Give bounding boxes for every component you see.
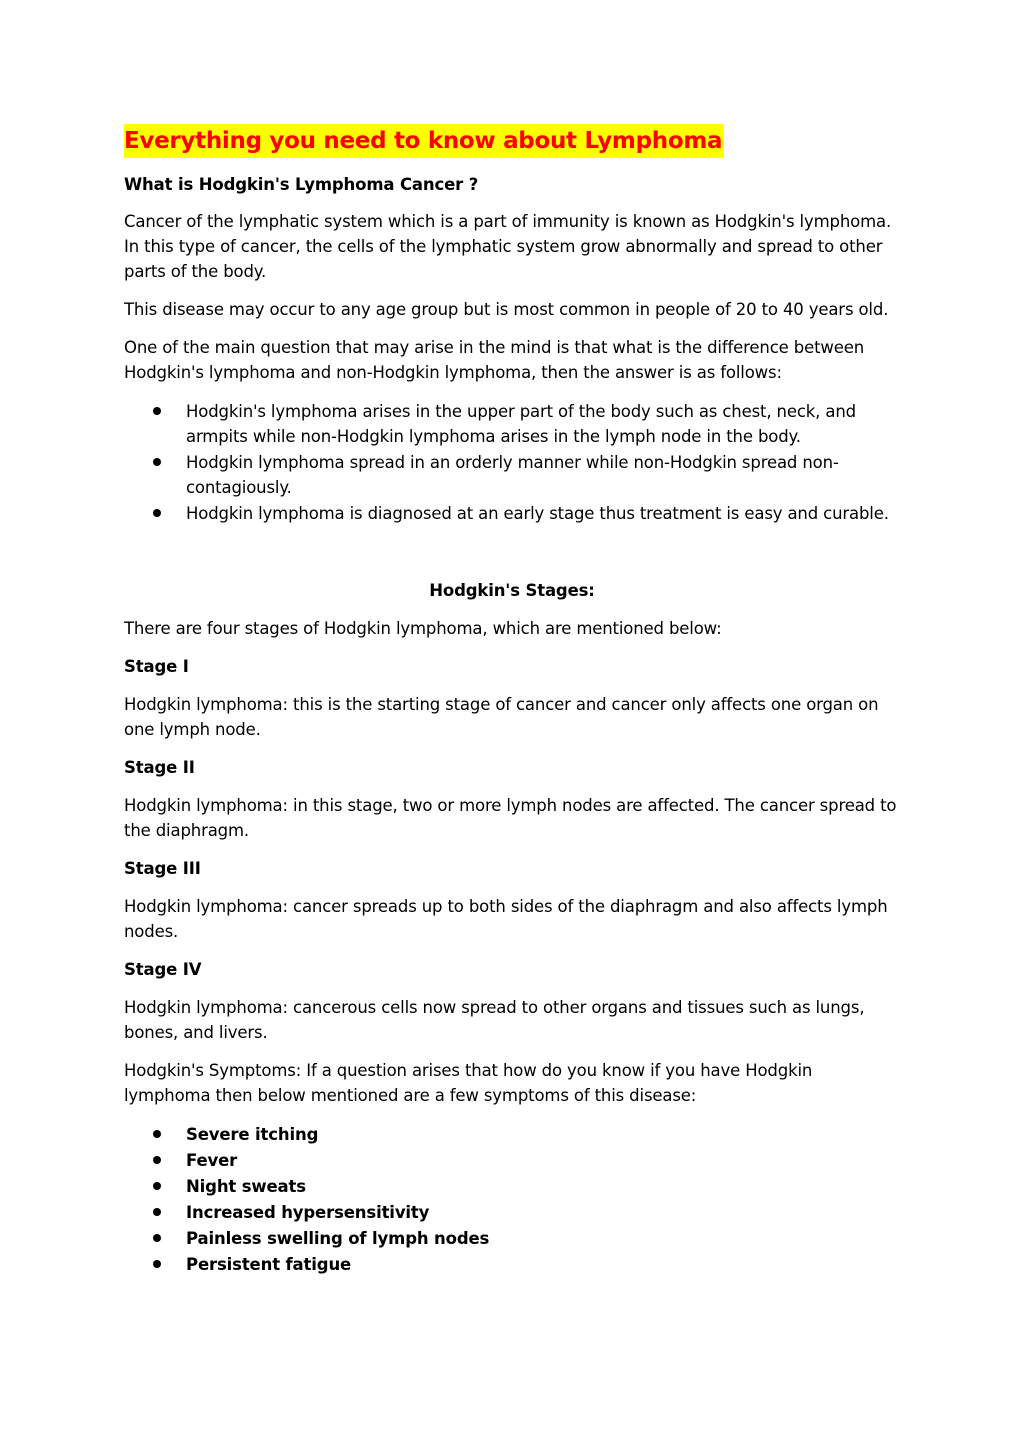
list-item <box>124 1148 900 1173</box>
intro-paragraph-1: Cancer of the lymphatic system which is a part of immunity is known as Hodgkin's lymphoma. In this type of cancer, the cells of the lymphatic system grow abnormally and spread to other parts of the body. <box>124 212 892 281</box>
list-item <box>124 399 900 449</box>
intro-paragraph-2: This disease may occur to any age group but is most common in people of 20 to 40 years old. <box>124 300 889 319</box>
bullet-icon <box>153 1260 161 1268</box>
stage-1-heading: Stage I <box>124 657 189 676</box>
stage-4-text: Hodgkin lymphoma: cancerous cells now spread to other organs and tissues such as lungs, bones, and livers. <box>124 998 865 1042</box>
symptom-text: Night sweats <box>186 1177 306 1196</box>
bullet-icon <box>153 1182 161 1190</box>
bullet-icon <box>153 1156 161 1164</box>
stage-2-heading: Stage II <box>124 758 195 777</box>
list-item <box>124 1200 900 1225</box>
bullet-icon <box>153 1208 161 1216</box>
list-item <box>124 1226 900 1251</box>
question-heading: What is Hodgkin's Lymphoma Cancer ? <box>124 175 479 194</box>
symptoms-list <box>124 1122 900 1277</box>
stage-3-heading: Stage III <box>124 859 201 878</box>
list-item <box>124 450 900 500</box>
symptom-text: Painless swelling of lymph nodes <box>186 1229 490 1248</box>
bullet-icon <box>153 1234 161 1242</box>
list-item <box>124 1122 900 1147</box>
list-item <box>124 501 900 526</box>
bullet-icon <box>153 407 161 415</box>
list-item <box>124 1252 900 1277</box>
bullet-icon <box>153 1130 161 1138</box>
list-item-text: Hodgkin lymphoma spread in an orderly manner while non-Hodgkin spread non-contagiously. <box>186 453 839 497</box>
stage-1-text: Hodgkin lymphoma: this is the starting stage of cancer and cancer only affects one organ on one lymph node. <box>124 695 879 739</box>
stages-heading: Hodgkin's Stages: <box>429 581 595 600</box>
symptom-text: Fever <box>186 1151 238 1170</box>
stage-3-text: Hodgkin lymphoma: cancer spreads up to both sides of the diaphragm and also affects lymph nodes. <box>124 897 888 941</box>
stage-2-text: Hodgkin lymphoma: in this stage, two or more lymph nodes are affected. The cancer spread to the diaphragm. <box>124 796 897 840</box>
list-item-text: Hodgkin lymphoma is diagnosed at an early stage thus treatment is easy and curable. <box>186 504 889 523</box>
list-item-text: Hodgkin's lymphoma arises in the upper part of the body such as chest, neck, and armpits while non-Hodgkin lymphoma arises in the lymph node in the body. <box>186 402 856 446</box>
symptoms-intro: Hodgkin's Symptoms: If a question arises that how do you know if you have Hodgkin lymphoma then below mentioned are a few symptoms of this disease: <box>124 1061 813 1105</box>
stages-intro: There are four stages of Hodgkin lymphoma, which are mentioned below: <box>124 619 722 638</box>
symptom-text: Severe itching <box>186 1125 319 1144</box>
intro-paragraph-3: One of the main question that may arise in the mind is that what is the difference between Hodgkin's lymphoma and non-Hodgkin lymphoma, then the answer is as follows: <box>124 338 865 382</box>
document-page <box>124 124 900 1278</box>
bullet-icon <box>153 458 161 466</box>
difference-list <box>124 399 900 526</box>
symptom-text: Increased hypersensitivity <box>186 1203 430 1222</box>
stage-4-heading: Stage IV <box>124 960 202 979</box>
symptom-text: Persistent fatigue <box>186 1255 352 1274</box>
document-title: Everything you need to know about Lymphoma <box>124 124 724 158</box>
list-item <box>124 1174 900 1199</box>
bullet-icon <box>153 509 161 517</box>
